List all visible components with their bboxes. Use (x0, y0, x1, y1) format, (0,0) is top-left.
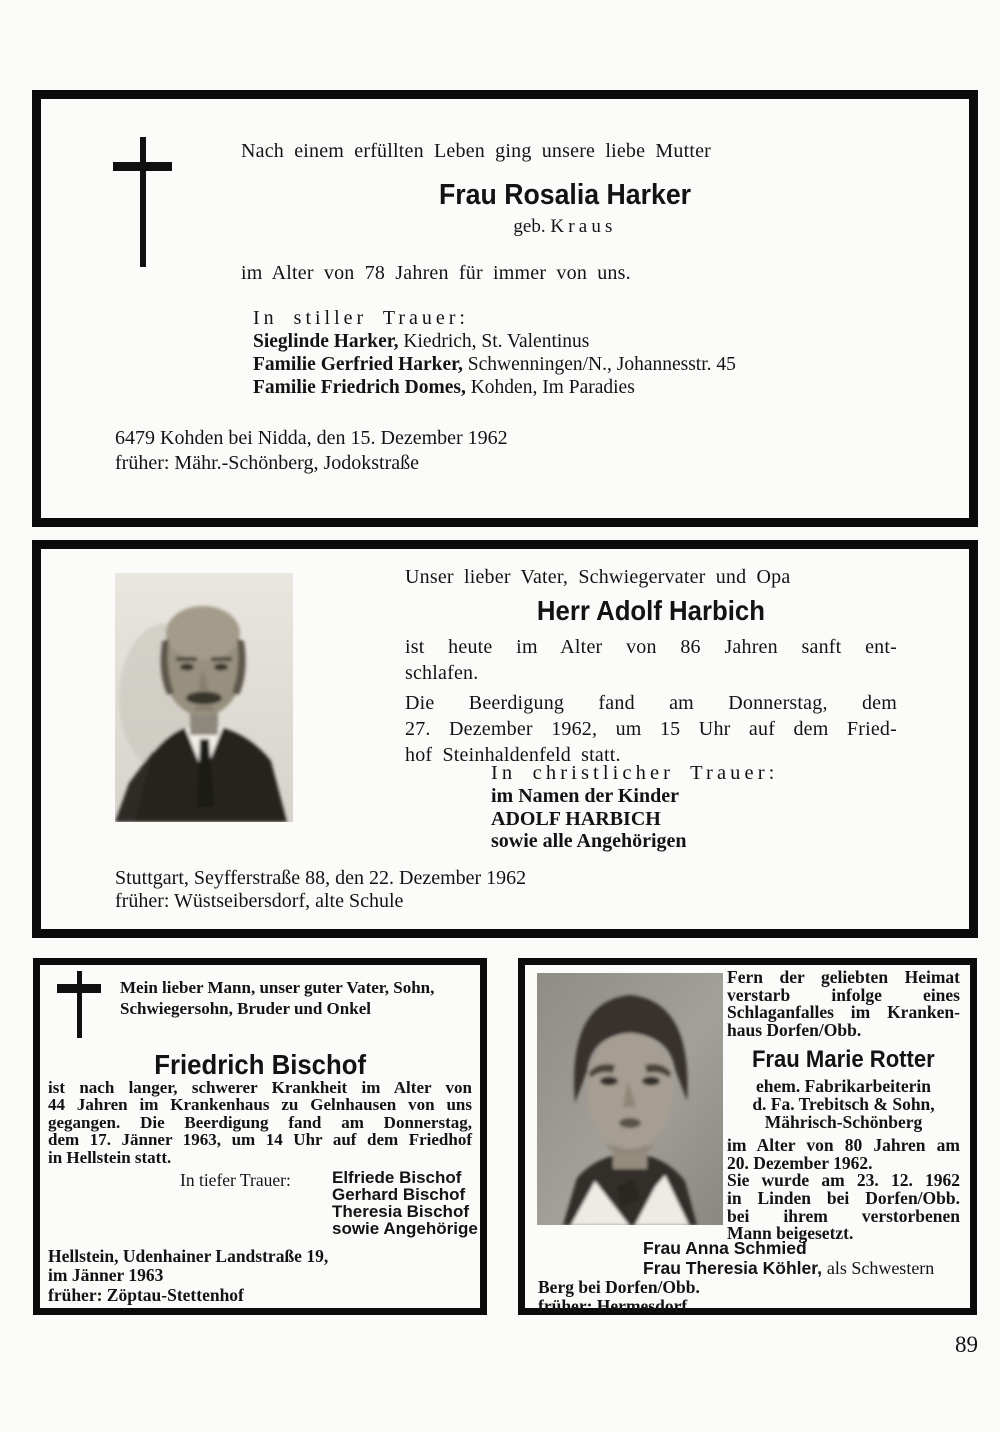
text-line: Sie wurde am 23. 12. 1962 (727, 1170, 960, 1191)
mourner-line: Frau Anna Schmied (643, 1238, 807, 1258)
place-line: Berg bei Dorfen/Obb. (538, 1277, 700, 1297)
text-line: im Alter von 80 Jahren am (727, 1135, 960, 1156)
place-date-block (48, 1247, 328, 1285)
text-line: Mährisch-Schönberg (764, 1111, 923, 1132)
mourner-line: im Namen der Kinder (491, 785, 679, 807)
text-line: bei ihrem verstorbenen (727, 1205, 960, 1226)
mourner-line: Frau Theresia Köhler, als Schwestern (643, 1258, 935, 1278)
text-line: d. Fa. Trebitsch & Sohn, (752, 1093, 935, 1114)
portrait-photo-adolf-harbich (115, 573, 293, 822)
mourner-line: Sieglinde Harker, Kiedrich, St. Valentinus (253, 331, 590, 352)
mourning-heading: In stiller Trauer: (253, 307, 469, 329)
cross-icon-vertical-bar (77, 971, 82, 1038)
text-line: in Linden bei Dorfen/Obb. (727, 1187, 960, 1208)
deceased-name: Frau Marie Rotter (752, 1046, 935, 1074)
paragraph-burial (727, 1137, 960, 1243)
mourners-block (643, 1238, 973, 1278)
text-line: in Hellstein statt. (48, 1147, 172, 1167)
former-residence-line: früher: Zöptau-Stettenhof (48, 1285, 244, 1305)
mourning-heading: In tiefer Trauer: (180, 1170, 291, 1190)
mourner-line: Elfriede Bischof (332, 1168, 462, 1187)
text-line: 44 Jahren im Krankenhaus zu Gelnhausen von uns (48, 1095, 472, 1115)
mourner-line: Theresia Bischof (332, 1202, 469, 1221)
mourner-line: sowie alle Angehörigen (491, 830, 687, 852)
portrait-photo-marie-rotter (537, 973, 723, 1225)
text-line: gegangen. Die Beerdigung fand am Donnerstag, (48, 1112, 472, 1132)
former-residence-line: früher: Mähr.-Schönberg, Jodokstraße (115, 451, 420, 474)
text-line: Mann beigesetzt. (727, 1223, 854, 1244)
text-line: 20. Dezember 1962. (727, 1152, 873, 1173)
mourner-line: Familie Friedrich Domes, Kohden, Im Paradies (253, 377, 635, 398)
notice-header (241, 139, 889, 285)
text-line: verstarb infolge eines (727, 984, 960, 1005)
notice-text-column (727, 969, 960, 1243)
place-date-line: Stuttgart, Seyfferstraße 88, den 22. Dezember 1962 (115, 867, 527, 889)
paragraph-death (727, 969, 960, 1039)
obituary-marie-rotter (518, 958, 977, 1315)
subtitle-occupation (727, 1078, 960, 1131)
intro-line: Nach einem erfüllten Leben ging unsere liebe Mutter (241, 140, 712, 162)
portrait-elderly-woman-illustration (537, 973, 723, 1225)
cross-icon-horizontal-bar (57, 984, 101, 993)
place-date-block (115, 426, 815, 475)
mourner-line: ADOLF HARBICH (491, 807, 661, 830)
mourners-block (332, 1169, 478, 1237)
obituary-rosalia-harker (32, 90, 978, 527)
text-line: Mein lieber Mann, unser guter Vater, Sohn, (120, 978, 435, 997)
text-line: dem 17. Jänner 1963, um 14 Uhr auf dem Friedhof (48, 1130, 472, 1150)
text-line: ehem. Fabrikarbeiterin (756, 1076, 931, 1097)
obituary-friedrich-bischof (33, 958, 487, 1315)
text-line: Fern der geliebten Heimat (727, 967, 960, 987)
date-line: im Jänner 1963 (48, 1265, 164, 1285)
mourner-line: sowie Angehörige (332, 1219, 478, 1238)
place-line: Hellstein, Udenhainer Landstraße 19, (48, 1246, 329, 1266)
page-number: 89 (955, 1332, 978, 1357)
age-line: im Alter von 78 Jahren für immer von uns. (241, 262, 631, 284)
text-line: Schlaganfalles im Kranken- (727, 1002, 960, 1023)
cross-icon-horizontal-bar (113, 162, 172, 171)
text-line: ist nach langer, schwerer Krankheit im Alter von (48, 1078, 472, 1097)
paragraph-death-funeral (48, 1079, 472, 1166)
paragraph-death (405, 634, 897, 686)
place-date-line: 6479 Kohden bei Nidda, den 15. Dezember 1962 (115, 427, 508, 449)
intro-line: Unser lieber Vater, Schwiegervater und Opa (405, 566, 791, 588)
mourning-heading: In christlicher Trauer: (491, 762, 779, 784)
obituary-adolf-harbich (32, 540, 978, 938)
former-residence-line: früher: Hermesdorf (538, 1296, 688, 1316)
deceased-name: Herr Adolf Harbich (536, 595, 766, 626)
place-date-block (538, 1278, 700, 1316)
former-residence-line: früher: Wüstseibersdorf, alte Schule (115, 890, 404, 912)
cross-icon-vertical-bar (140, 137, 146, 267)
mourner-line: Gerhard Bischof (332, 1185, 466, 1204)
text-line: Schwiegersohn, Bruder und Onkel (120, 998, 371, 1018)
place-date-block (115, 867, 815, 913)
text-line: schlafen. (405, 662, 479, 684)
deceased-name: Friedrich Bischof (154, 1048, 366, 1080)
mourner-line: Familie Gerfried Harker, Schwenningen/N., Johannesstr. 45 (253, 354, 736, 375)
notice-text-column (405, 565, 897, 768)
text-line: ist heute im Alter von 86 Jahren sanft ent- (405, 636, 897, 658)
text-line: Die Beerdigung fand am Donnerstag, dem (405, 692, 897, 714)
mourners-block (491, 761, 911, 853)
portrait-elderly-man-illustration (115, 573, 293, 822)
text-line: haus Dorfen/Obb. (727, 1019, 862, 1040)
mourners-block (253, 306, 933, 399)
text-line: hof Steinhaldenfeld statt. (405, 744, 621, 766)
maiden-name-line: geb. Kraus (513, 216, 617, 237)
paragraph-funeral (405, 690, 897, 768)
text-line: 27. Dezember 1962, um 15 Uhr auf dem Fried- (405, 718, 897, 740)
deceased-name: Frau Rosalia Harker (438, 179, 692, 211)
intro-lines (120, 978, 472, 1019)
